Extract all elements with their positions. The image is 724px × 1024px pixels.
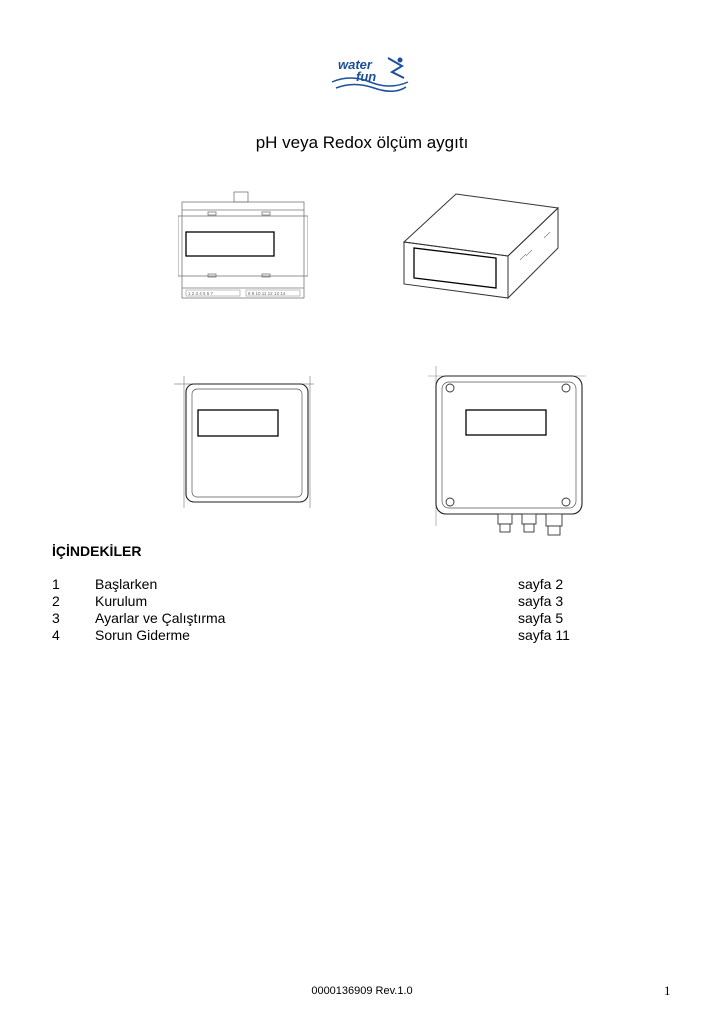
toc-item[interactable]	[52, 593, 592, 610]
toc-item-page: sayfa 5	[518, 610, 564, 626]
toc-item-title: Sorun Giderme	[95, 627, 190, 643]
din-rail-device-drawing	[178, 190, 308, 305]
logo-text-water: water	[338, 57, 372, 72]
toc-item-number: 2	[52, 593, 60, 609]
waterfun-logo	[330, 52, 410, 92]
panel-mount-device-drawing	[398, 190, 560, 300]
toc-item-number: 3	[52, 610, 60, 626]
terminal-labels-left: 1 2 3 4 5 6 7	[188, 291, 214, 296]
footer-document-code: 0000136909 Rev.1.0	[311, 985, 413, 997]
toc-item[interactable]	[52, 627, 592, 644]
footer-page-number: 1	[664, 983, 671, 998]
toc-item-title: Başlarken	[95, 576, 158, 592]
toc-item-page: sayfa 3	[518, 593, 564, 609]
toc-item-page: sayfa 2	[518, 576, 564, 592]
toc-item-number: 4	[52, 627, 60, 643]
toc-item-number: 1	[52, 576, 60, 592]
document-title: pH veya Redox ölçüm aygıtı	[255, 133, 469, 152]
wall-mount-device-drawing	[174, 376, 314, 508]
logo-text-fun: fun	[356, 69, 377, 84]
toc-item[interactable]	[52, 610, 592, 627]
terminal-labels-right: 8 9 10 11 12 13 14	[248, 291, 286, 296]
toc-item-page: sayfa 11	[518, 627, 570, 643]
box-device-drawing	[428, 366, 586, 538]
toc-heading: İÇİNDEKİLER	[52, 543, 142, 559]
toc-item[interactable]	[52, 576, 592, 593]
toc-item-title: Kurulum	[95, 593, 148, 609]
toc-item-title: Ayarlar ve Çalıştırma	[95, 610, 226, 626]
